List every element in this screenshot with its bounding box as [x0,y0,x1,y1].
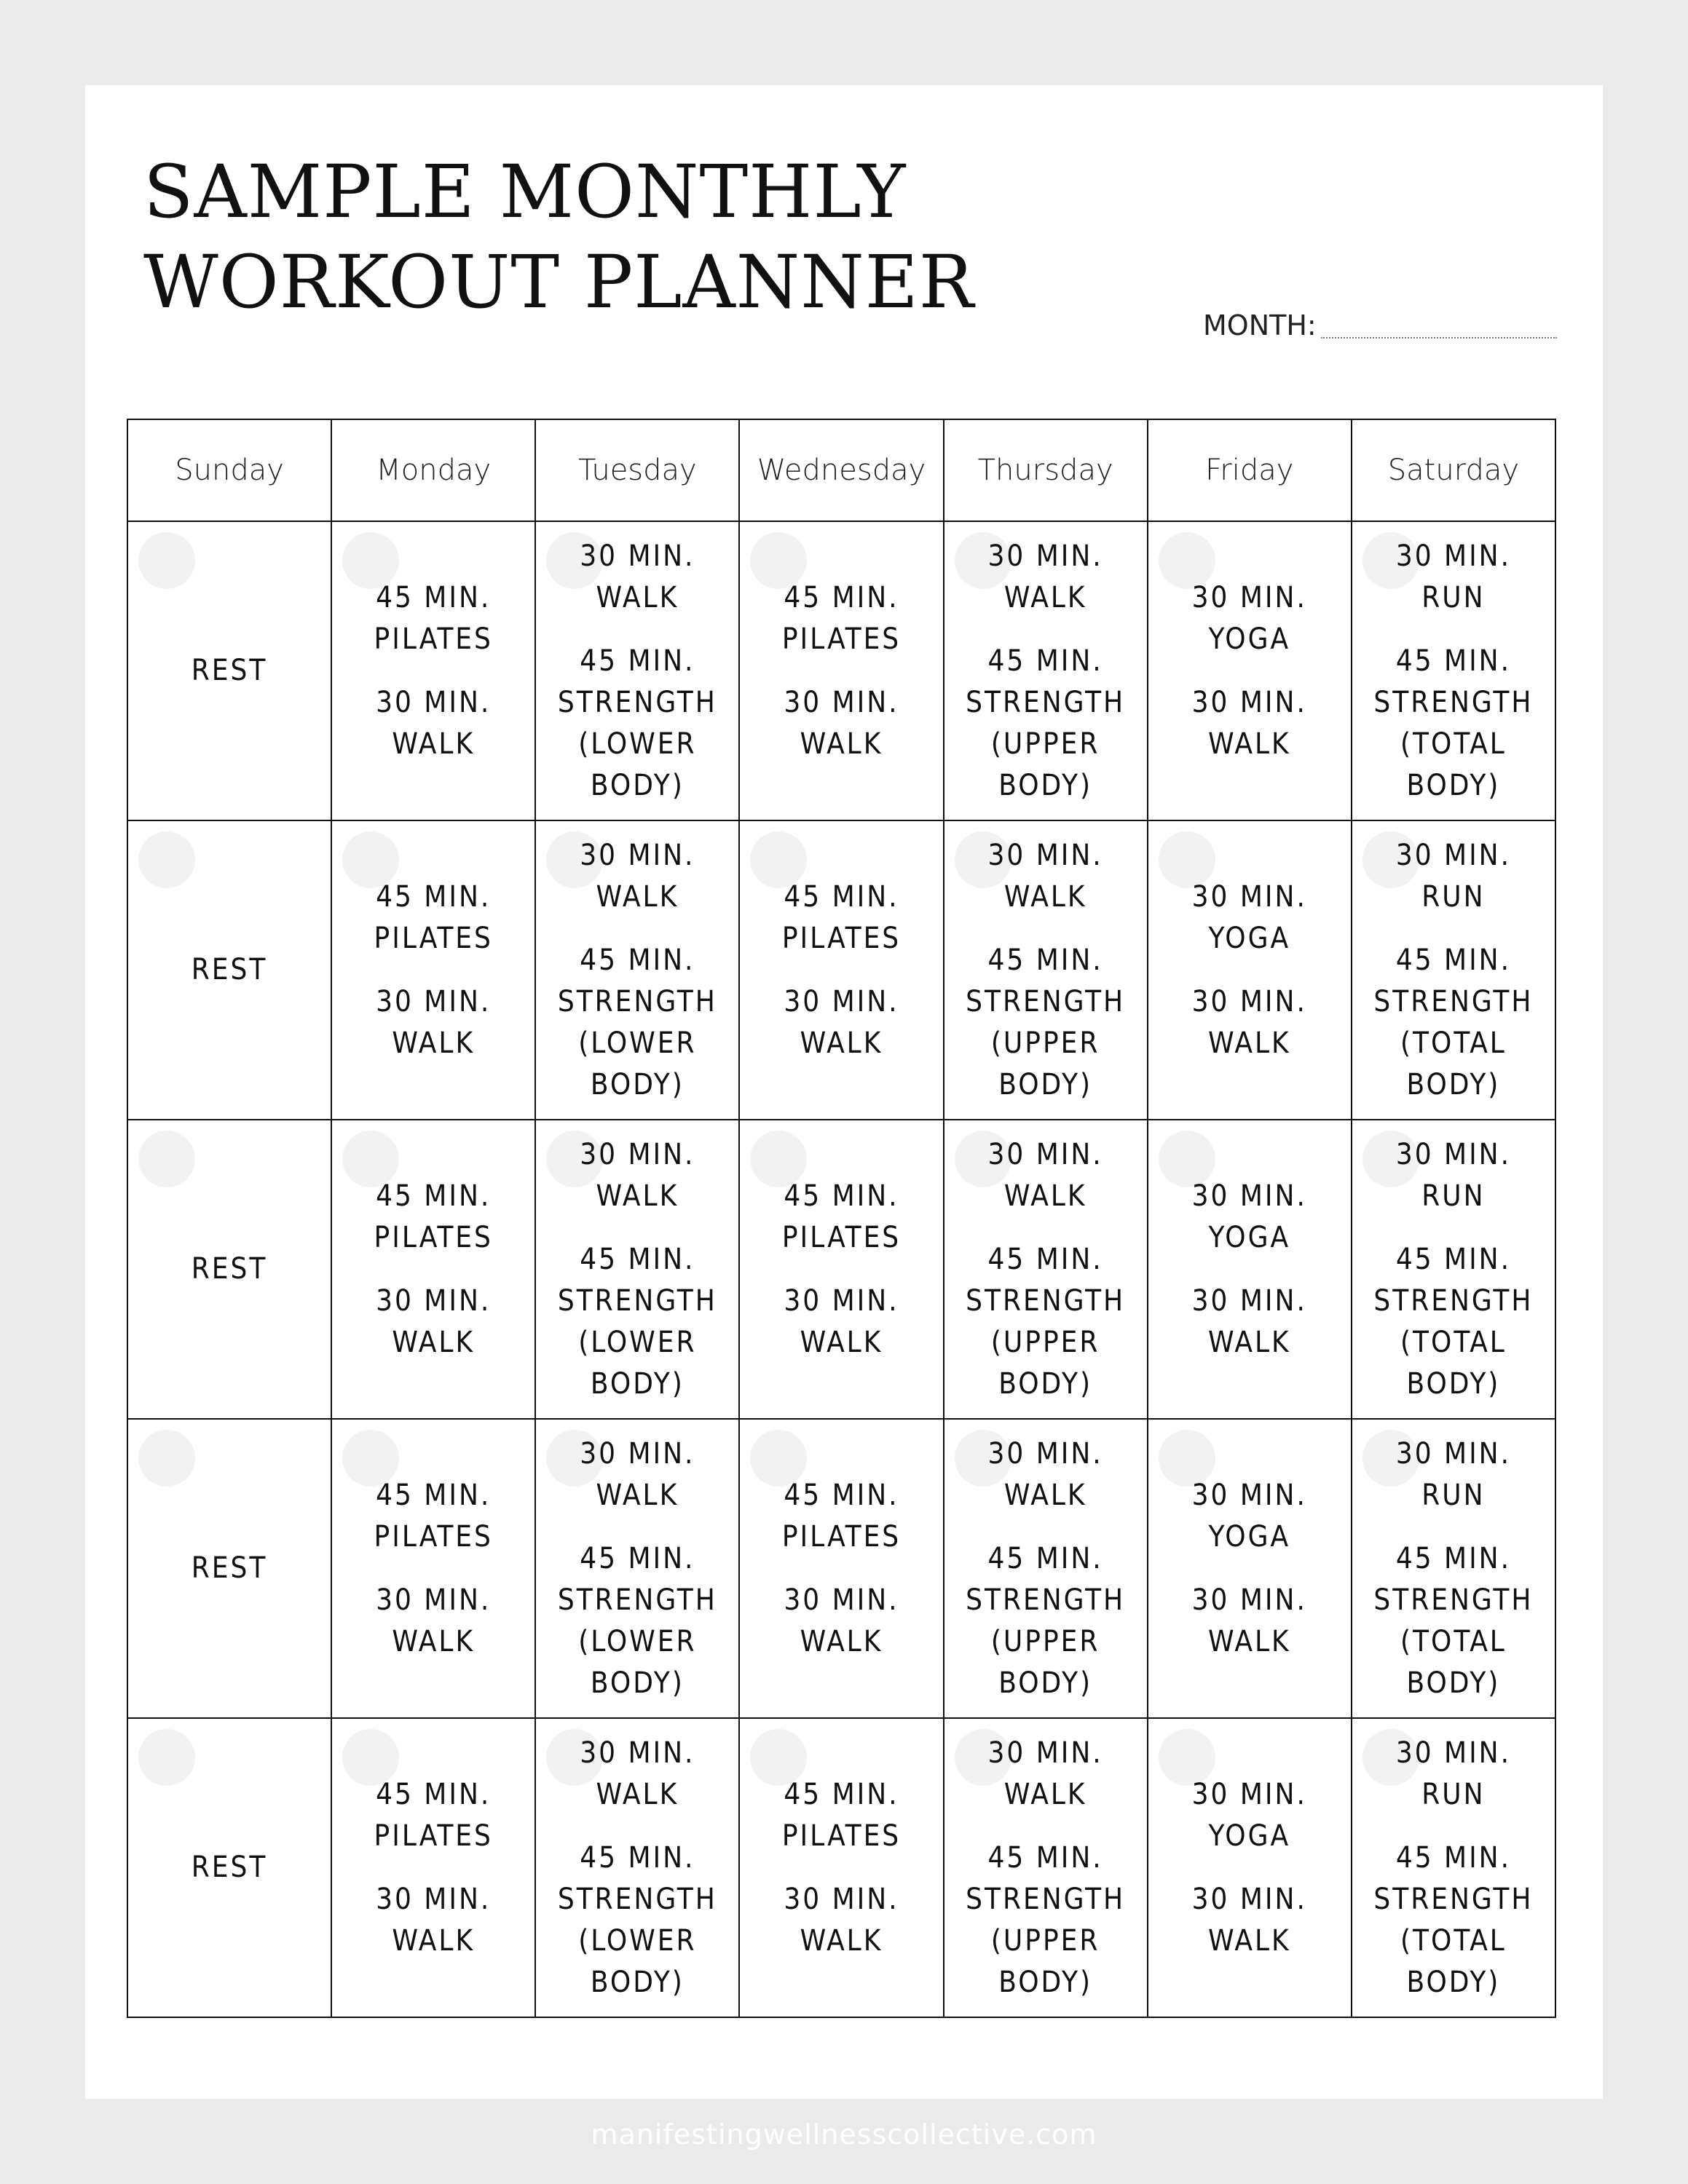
day-cell [127,1419,331,1718]
workout-entry: 30 MIN. WALK [784,1882,899,1958]
workout-list [536,536,738,807]
workout-entry: 30 MIN. RUN [1395,539,1512,614]
planner-page [85,85,1603,2099]
workout-entry: 30 MIN. WALK [1191,1882,1307,1958]
workout-entry: 30 MIN. WALK [580,1736,695,1811]
workout-list [128,1548,331,1589]
date-circle[interactable] [138,1729,195,1786]
workout-entry: 30 MIN. RUN [1395,1436,1512,1512]
month-label: MONTH: [1203,309,1317,341]
workout-entry: 30 MIN. WALK [376,685,492,761]
workout-entry: 45 MIN. STRENGTH (LOWER BODY) [557,1541,717,1700]
day-cell [739,521,943,820]
workout-list [740,877,942,1064]
workout-entry: 30 MIN. WALK [784,685,899,761]
workout-entry: 45 MIN. STRENGTH (UPPER BODY) [966,1541,1126,1700]
footer-website: manifestingwellnesscollective.com [591,2118,1097,2151]
workout-entry: 30 MIN. YOGA [1191,879,1307,955]
workout-entry: 30 MIN. WALK [784,1283,899,1359]
day-cell [944,820,1148,1120]
workout-entry: 45 MIN. STRENGTH (TOTAL BODY) [1373,1840,1534,1999]
day-cell [127,820,331,1120]
day-cell [1148,1419,1352,1718]
workout-entry: 45 MIN. PILATES [374,1478,493,1554]
day-cell [127,521,331,820]
day-header-monday: Monday [331,419,535,521]
day-header-friday: Friday [1148,419,1352,521]
day-cell [331,1419,535,1718]
day-cell [331,521,535,820]
day-header-tuesday: Tuesday [535,419,739,521]
workout-entry: 30 MIN. RUN [1395,1137,1512,1213]
day-header-saturday: Saturday [1352,419,1555,521]
day-cell [331,1120,535,1419]
calendar-body [127,521,1555,2017]
workout-entry: 45 MIN. STRENGTH (LOWER BODY) [557,644,717,802]
week-row [127,521,1555,820]
workout-entry: 45 MIN. PILATES [781,580,902,656]
day-cell [1148,1120,1352,1419]
workout-list [944,1433,1147,1704]
workout-entry: 30 MIN. YOGA [1191,580,1307,656]
workout-list [536,1433,738,1704]
day-cell [331,820,535,1120]
day-cell [944,1419,1148,1718]
workout-list [536,1134,738,1405]
date-circle[interactable] [138,831,195,888]
workout-entry: REST [191,953,268,986]
workout-list [1352,1433,1555,1704]
day-cell [739,1718,943,2017]
workout-entry: 30 MIN. WALK [987,1736,1103,1811]
workout-entry: 45 MIN. STRENGTH (TOTAL BODY) [1373,943,1534,1101]
workout-entry: 45 MIN. PILATES [374,1179,493,1254]
workout-entry: 45 MIN. STRENGTH (UPPER BODY) [966,644,1126,802]
workout-entry: 30 MIN. WALK [987,1137,1103,1213]
workout-list [740,1176,942,1364]
workout-entry: 30 MIN. YOGA [1191,1777,1307,1853]
day-cell [944,521,1148,820]
date-circle[interactable] [138,1131,195,1187]
day-header-wednesday: Wednesday [739,419,943,521]
day-cell [127,1718,331,2017]
workout-entry: 45 MIN. STRENGTH (UPPER BODY) [966,1840,1126,1999]
workout-entry: 30 MIN. WALK [376,1283,492,1359]
day-cell [535,1120,739,1419]
workout-entry: 30 MIN. WALK [1191,984,1307,1060]
workout-list [1352,536,1555,807]
day-cell [127,1120,331,1419]
day-cell [944,1120,1148,1419]
workout-list [332,1774,535,1962]
week-row [127,1718,1555,2017]
day-header-sunday: Sunday [127,419,331,521]
workout-list [332,577,535,765]
page-title [143,147,974,328]
workout-entry: 30 MIN. WALK [784,1583,899,1658]
workout-entry: 30 MIN. WALK [376,1583,492,1658]
workout-entry: 30 MIN. WALK [987,838,1103,914]
workout-list [332,877,535,1064]
day-cell [739,820,943,1120]
day-cell [535,820,739,1120]
workout-entry: 45 MIN. PILATES [781,879,902,955]
day-cell [1352,820,1555,1120]
workout-entry: 30 MIN. WALK [1191,1283,1307,1359]
day-cell [535,1419,739,1718]
day-cell [1352,1419,1555,1718]
workout-list [128,1847,331,1888]
workout-entry: 30 MIN. WALK [580,838,695,914]
day-cell [1148,1718,1352,2017]
workout-list [944,1134,1147,1405]
workout-list [1148,1176,1351,1364]
workout-entry: 45 MIN. PILATES [781,1179,902,1254]
day-header-thursday: Thursday [944,419,1148,521]
day-cell [1352,1120,1555,1419]
workout-entry: 30 MIN. WALK [376,984,492,1060]
workout-entry: 30 MIN. WALK [580,539,695,614]
workout-entry: 30 MIN. WALK [1191,1583,1307,1658]
workout-entry: 45 MIN. STRENGTH (LOWER BODY) [557,1242,717,1401]
workout-entry: 45 MIN. STRENGTH (TOTAL BODY) [1373,1242,1534,1401]
workout-list [944,835,1147,1106]
workout-list [944,1733,1147,2003]
workout-list [128,949,331,991]
workout-entry: 30 MIN. WALK [580,1436,695,1512]
week-row [127,1120,1555,1419]
title-line-2: WORKOUT PLANNER [143,240,975,325]
workout-list [944,536,1147,807]
weekday-header-row [127,419,1555,521]
day-cell [331,1718,535,2017]
day-cell [1352,1718,1555,2017]
workout-entry: 30 MIN. YOGA [1191,1179,1307,1254]
day-cell [1352,521,1555,820]
workout-entry: 45 MIN. STRENGTH (UPPER BODY) [966,943,1126,1101]
workout-entry: 30 MIN. WALK [784,984,899,1060]
workout-entry: 30 MIN. WALK [580,1137,695,1213]
workout-entry: 30 MIN. WALK [376,1882,492,1958]
workout-entry: 30 MIN. WALK [987,1436,1103,1512]
workout-list [1148,1774,1351,1962]
workout-list [332,1176,535,1364]
workout-entry: 30 MIN. RUN [1395,1736,1512,1811]
workout-entry: 45 MIN. STRENGTH (LOWER BODY) [557,943,717,1101]
workout-entry: 30 MIN. WALK [987,539,1103,614]
week-row [127,820,1555,1120]
month-input-line[interactable] [1321,336,1557,339]
day-cell [739,1419,943,1718]
workout-list [1352,835,1555,1106]
workout-entry: 45 MIN. STRENGTH (TOTAL BODY) [1373,1541,1534,1700]
workout-list [536,835,738,1106]
day-cell [535,1718,739,2017]
workout-entry: 45 MIN. PILATES [374,580,493,656]
workout-entry: REST [191,654,268,687]
workout-entry: 30 MIN. WALK [1191,685,1307,761]
day-cell [535,521,739,820]
workout-entry: REST [191,1551,268,1585]
workout-entry: 30 MIN. YOGA [1191,1478,1307,1554]
workout-entry: 45 MIN. PILATES [781,1478,902,1554]
workout-list [740,1774,942,1962]
title-line-1: SAMPLE MONTHLY [143,149,907,234]
workout-entry: 45 MIN. PILATES [374,879,493,955]
workout-list [1352,1134,1555,1405]
workout-entry: REST [191,1851,268,1884]
workout-list [1148,877,1351,1064]
workout-list [1148,1475,1351,1663]
workout-list [740,577,942,765]
workout-entry: 45 MIN. STRENGTH (LOWER BODY) [557,1840,717,1999]
day-cell [1148,820,1352,1120]
workout-list [1148,577,1351,765]
day-cell [1148,521,1352,820]
workout-calendar [127,419,1556,2018]
workout-entry: 45 MIN. STRENGTH (UPPER BODY) [966,1242,1126,1401]
workout-list [740,1475,942,1663]
workout-list [128,1249,331,1290]
date-circle[interactable] [138,532,195,589]
workout-list [1352,1733,1555,2003]
day-cell [739,1120,943,1419]
workout-entry: 45 MIN. STRENGTH (TOTAL BODY) [1373,644,1534,802]
workout-list [128,650,331,692]
month-field [1203,309,1557,341]
workout-entry: REST [191,1252,268,1286]
workout-entry: 45 MIN. PILATES [374,1777,493,1853]
workout-list [332,1475,535,1663]
workout-entry: 30 MIN. RUN [1395,838,1512,914]
day-cell [944,1718,1148,2017]
workout-entry: 45 MIN. PILATES [781,1777,902,1853]
week-row [127,1419,1555,1718]
workout-list [536,1733,738,2003]
date-circle[interactable] [138,1430,195,1487]
